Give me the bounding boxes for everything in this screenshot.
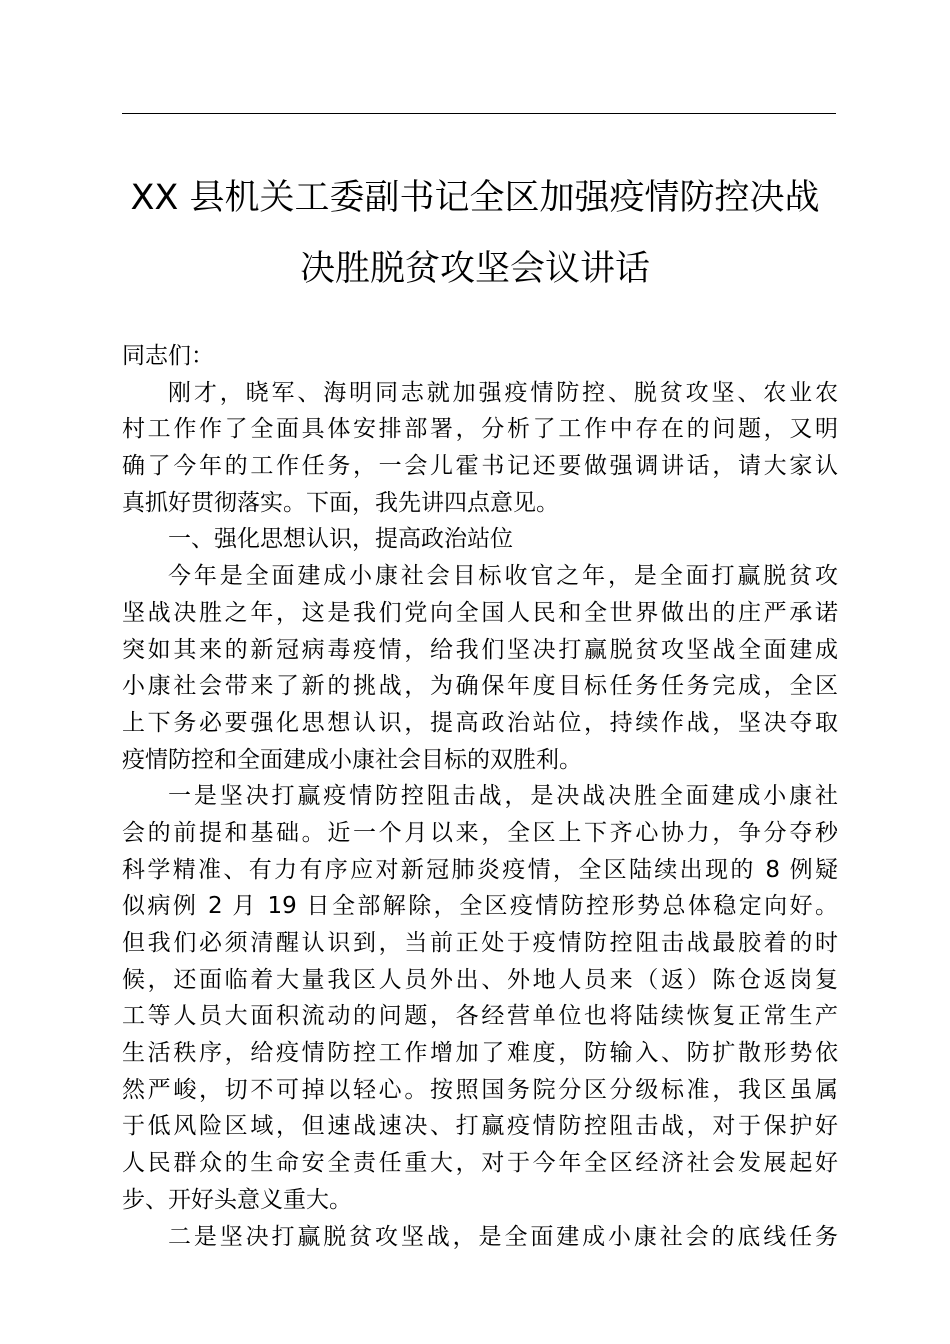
paragraph-line: 上下务必要强化思想认识，提高政治站位，持续作战，坚决夺取 [122, 709, 838, 736]
paragraph-line: 于低风险区域，但速战速决、打赢疫情防控阻击战，对于保护好 [122, 1113, 838, 1140]
paragraph-line: 工等人员大面积流动的问题，各经营单位也将陆续恢复正常生产 [122, 1003, 838, 1030]
paragraph-line: 似病例 2 月 19 日全部解除，全区疫情防控形势总体稳定向好。 [122, 893, 838, 920]
paragraph-line: 坚战决胜之年，这是我们党向全国人民和全世界做出的庄严承诺 [122, 599, 838, 626]
paragraph-line: 疫情防控和全面建成小康社会目标的双胜利。 [122, 746, 582, 773]
paragraph-line: 刚才，晓军、海明同志就加强疫情防控、脱贫攻坚、农业农 [168, 379, 838, 406]
paragraph-line: 今年是全面建成小康社会目标收官之年，是全面打赢脱贫攻 [168, 563, 838, 590]
paragraph-line: 一是坚决打赢疫情防控阻击战，是决战决胜全面建成小康社 [168, 783, 838, 810]
document-body [122, 338, 838, 1255]
salutation: 同志们： [122, 343, 214, 369]
paragraph-line: 步、开好头意义重大。 [122, 1186, 352, 1213]
section-heading: 一、强化思想认识，提高政治站位 [168, 526, 513, 553]
paragraph-line: 二是坚决打赢脱贫攻坚战，是全面建成小康社会的底线任务 [168, 1223, 838, 1250]
paragraph-line: 候，还面临着大量我区人员外出、外地人员来（返）陈仓返岗复 [122, 966, 838, 993]
paragraph-line: 真抓好贯彻落实。下面，我先讲四点意见。 [122, 489, 559, 516]
document-title-line-2: 决胜脱贫攻坚会议讲话 [299, 249, 650, 289]
paragraph-line: 会的前提和基础。近一个月以来，全区上下齐心协力，争分夺秒 [122, 819, 838, 846]
paragraph-line: 生活秩序，给疫情防控工作增加了难度，防输入、防扩散形势依 [122, 1040, 838, 1067]
paragraph-line: 但我们必须清醒认识到，当前正处于疫情防控阻击战最胶着的时 [122, 930, 838, 956]
paragraph-line: 小康社会带来了新的挑战，为确保年度目标任务任务完成，全区 [122, 673, 838, 700]
paragraph-line: 确了今年的工作任务，一会儿霍书记还要做强调讲话，请大家认 [122, 453, 838, 480]
paragraph-line: 科学精准、有力有序应对新冠肺炎疫情，全区陆续出现的 8 例疑 [122, 856, 838, 883]
paragraph-line: 人民群众的生命安全责任重大，对于今年全区经济社会发展起好 [122, 1150, 838, 1177]
paragraph-line: 村工作作了全面具体安排部署，分析了工作中存在的问题，又明 [122, 416, 838, 443]
paragraph-line: 突如其来的新冠病毒疫情，给我们坚决打赢脱贫攻坚战全面建成 [122, 636, 838, 663]
document-title-line-1: XX 县机关工委副书记全区加强疫情防控决战 [130, 178, 820, 218]
paragraph-line: 然严峻，切不可掉以轻心。按照国务院分区分级标准，我区虽属 [122, 1076, 838, 1103]
header-rule [122, 113, 836, 114]
